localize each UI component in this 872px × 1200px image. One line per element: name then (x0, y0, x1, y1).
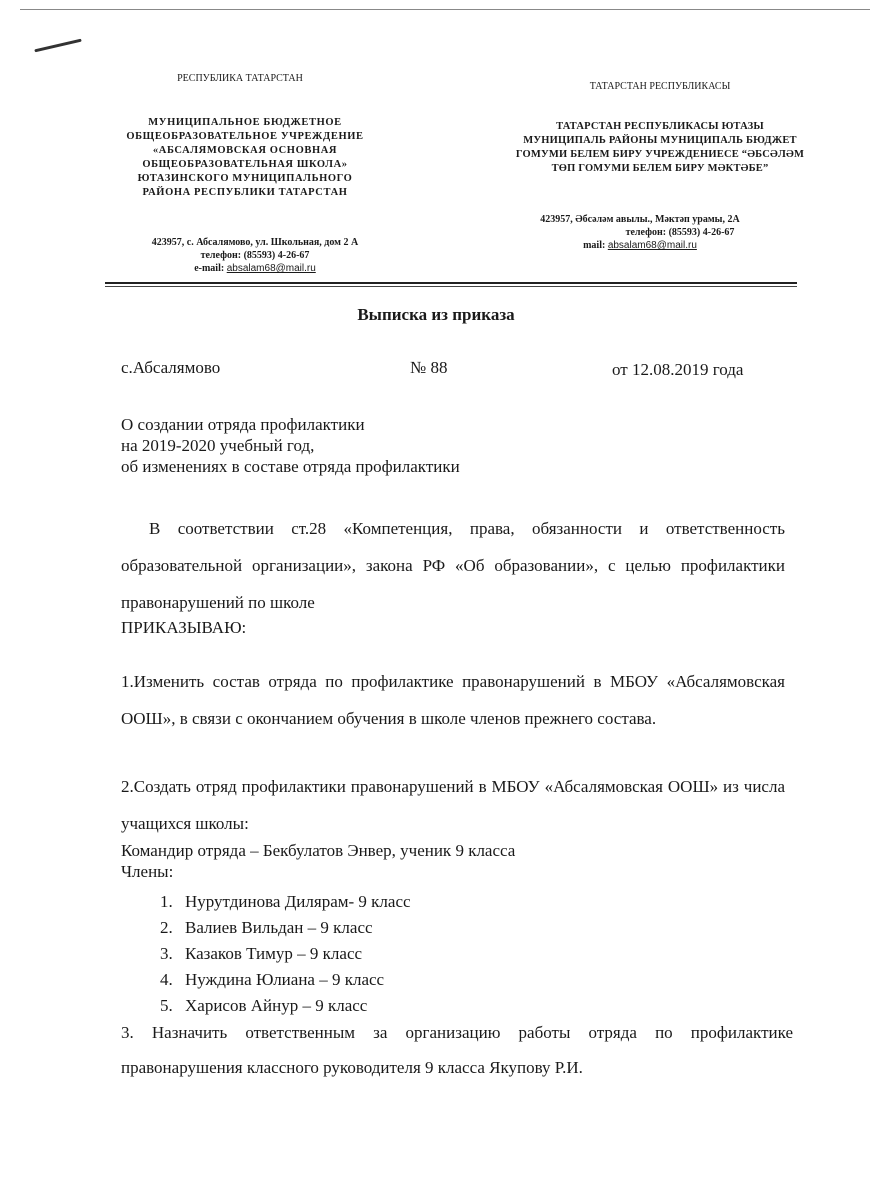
scan-edge-line (20, 9, 870, 10)
left-republic: РЕСПУБЛИКА ТАТАРСТАН (177, 73, 303, 84)
right-org-name: ТАТАРСТАН РЕСПУБЛИКАСЫ ЮТАЗЫ МУНИЦИПАЛЬ РАЙОНЫ МУНИЦИПАЛЬ БЮДЖЕТ ГОМУМИ БЕЛЕМ БИРУ УЧРЕЖДЕНИЕСЕ “ӘБСӘЛӘМ ТӨП ГОМУМИ БЕЛЕМ БИРУ МӘКТӘБЕ” (515, 121, 805, 174)
commander-line: Командир отряда – Бекбулатов Энвер, ученик 9 класса (121, 841, 516, 860)
left-address: 423957, с. Абсалямово, ул. Школьная, дом 2 А (151, 237, 359, 248)
left-address-block (110, 236, 400, 275)
right-republic: ТАТАРСТАН РЕСПУБЛИКАСЫ (589, 81, 731, 92)
order-place: с.Абсалямово (121, 358, 221, 377)
list-item: 3. Казаков Тимур – 9 класс (160, 944, 363, 963)
list-item: 4. Нуждина Юлиана – 9 класс (160, 970, 385, 989)
left-email-link[interactable]: absalam68@mail.ru (226, 263, 316, 274)
list-item: 5. Харисов Айнур – 9 класс (160, 996, 368, 1015)
header-divider-thin (105, 286, 797, 287)
left-org-name: МУНИЦИПАЛЬНОЕ БЮДЖЕТНОЕ ОБЩЕОБРАЗОВАТЕЛЬНОЕ УЧРЕЖДЕНИЕ «АБСАЛЯМОВСКАЯ ОСНОВНАЯ ОБЩЕОБРАЗОВАТЕЛЬНАЯ ШКОЛА» ЮТАЗИНСКОГО МУНИЦИПАЛЬНОГО РАЙОНА РЕСПУБЛИКИ ТАТАРСТАН (126, 117, 364, 198)
right-email-line: mail: absalam68@mail.ru (583, 240, 697, 251)
left-phone: телефон: (85593) 4-26-67 (200, 250, 310, 261)
members-list (160, 889, 411, 1019)
right-address-block (500, 213, 780, 252)
left-email-line: e-mail: absalam68@mail.ru (194, 263, 316, 274)
order-number: № 88 (410, 358, 448, 377)
preamble-paragraph: В соответствии ст.28 «Компетенция, права, обязанности и ответственность образовательной организации», закона РФ «Об образовании», с целью профилактики правонарушений по школе (121, 519, 785, 612)
order-word: ПРИКАЗЫВАЮ: (121, 618, 247, 637)
pen-mark (34, 39, 81, 53)
item-2: 2.Создать отряд профилактики правонарушений в МБОУ «Абсалямовская ООШ» из числа учащихся школы: (121, 777, 785, 833)
item-3: 3. Назначить ответственным за организацию работы отряда по профилактике правонарушения классного руководителя 9 класса Якупову Р.И. (121, 1023, 793, 1077)
order-date: от 12.08.2019 года (612, 360, 744, 379)
right-address: 423957, Әбсәләм авылы., Мәктәп урамы, 2А (540, 214, 740, 225)
order-subject: О создании отряда профилактики на 2019-2020 учебный год, об изменениях в составе отряда профилактики (121, 415, 460, 476)
header-divider (105, 282, 797, 284)
document-title: Выписка из приказа (357, 305, 515, 324)
right-phone: телефон: (85593) 4-26-67 (625, 227, 735, 238)
list-item: 1. Нурутдинова Дилярам- 9 класс (160, 892, 411, 911)
item-1: 1.Изменить состав отряда по профилактике правонарушений в МБОУ «Абсалямовская ООШ», в связи с окончанием обучения в школе членов прежнего состава. (121, 672, 785, 728)
right-email-link[interactable]: absalam68@mail.ru (607, 240, 697, 251)
members-label: Члены: (121, 862, 174, 881)
list-item: 2. Валиев Вильдан – 9 класс (160, 918, 373, 937)
